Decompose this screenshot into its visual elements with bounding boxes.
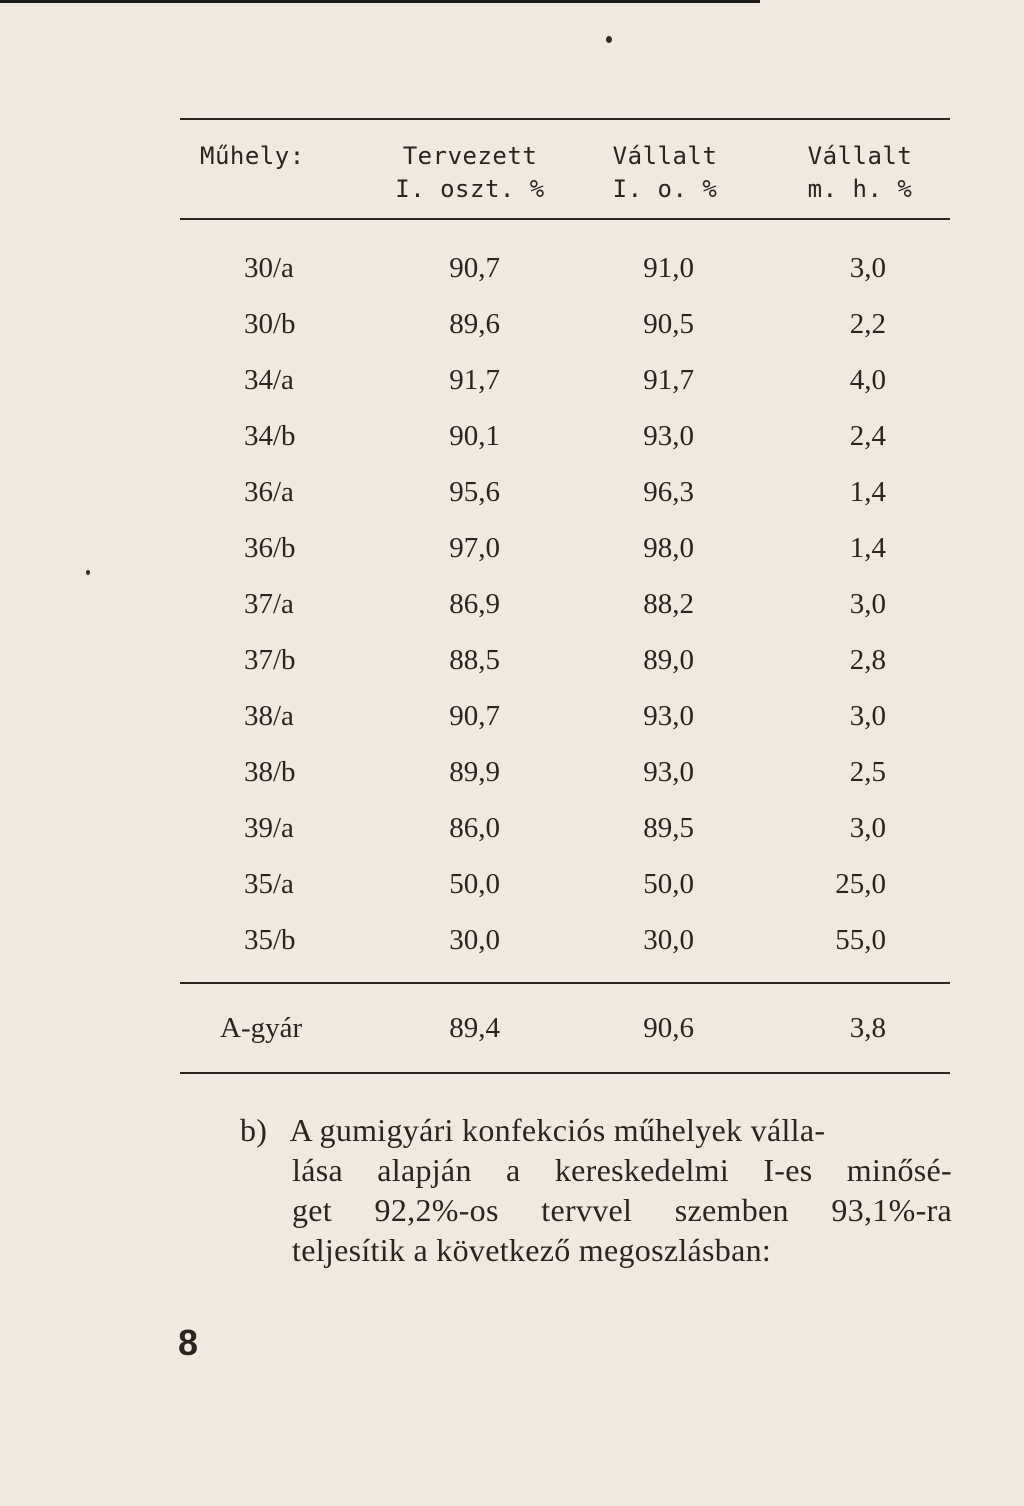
cell-vallalt-mh: 3,0	[849, 252, 886, 284]
table-top-rule	[180, 118, 950, 120]
cell-total-tervezett: 89,4	[449, 1012, 500, 1044]
cell-tervezett: 30,0	[449, 924, 500, 956]
table-row	[0, 856, 1024, 912]
cell-vallalt-mh: 3,0	[849, 588, 886, 620]
cell-vallalt-mh: 2,2	[849, 308, 886, 340]
header-muhely-line1: Műhely:	[200, 142, 305, 170]
cell-tervezett: 86,0	[449, 812, 500, 844]
cell-vallalt-mh: 55,0	[835, 924, 886, 956]
cell-vallalt-mh: 25,0	[835, 868, 886, 900]
cell-tervezett: 50,0	[449, 868, 500, 900]
top-edge-line	[0, 0, 760, 3]
speck	[606, 36, 612, 43]
cell-tervezett: 97,0	[449, 532, 500, 564]
paragraph-line-text: A gumigyári konfekciós műhelyek válla-	[289, 1112, 826, 1148]
header-vallalt-io-line2: I. o. %	[612, 175, 718, 203]
header-tervezett-line2: I. oszt. %	[395, 175, 545, 203]
cell-muhely: 38/b	[244, 756, 296, 788]
cell-vallalt-io: 93,0	[643, 700, 694, 732]
header-vallalt-mh	[780, 140, 940, 206]
cell-muhely: 37/a	[244, 588, 294, 620]
cell-vallalt-io: 93,0	[643, 756, 694, 788]
cell-tervezett: 95,6	[449, 476, 500, 508]
page-number: 8	[178, 1322, 199, 1363]
cell-total-vallalt-mh: 3,8	[849, 1012, 886, 1044]
table-row	[0, 464, 1024, 520]
cell-vallalt-mh: 1,4	[849, 476, 886, 508]
cell-vallalt-mh: 3,0	[849, 700, 886, 732]
cell-vallalt-mh: 2,5	[849, 756, 886, 788]
cell-muhely: 38/a	[244, 700, 294, 732]
header-muhely	[200, 140, 350, 173]
cell-tervezett: 86,9	[449, 588, 500, 620]
paragraph-line-text: get 92,2%-os tervvel szemben 93,1%-ra	[292, 1192, 952, 1228]
header-vallalt-io-line1: Vállalt	[612, 142, 718, 170]
cell-muhely: 34/a	[244, 364, 294, 396]
table-row	[0, 688, 1024, 744]
cell-muhely: 37/b	[244, 644, 296, 676]
cell-tervezett: 88,5	[449, 644, 500, 676]
cell-muhely: 36/a	[244, 476, 294, 508]
cell-vallalt-io: 93,0	[643, 420, 694, 452]
paragraph-label: b)	[240, 1112, 268, 1148]
table-row	[0, 912, 1024, 968]
table-row	[0, 632, 1024, 688]
table-row	[0, 576, 1024, 632]
cell-tervezett: 90,7	[449, 700, 500, 732]
cell-tervezett: 89,9	[449, 756, 500, 788]
paragraph-b	[240, 1110, 952, 1270]
cell-vallalt-mh: 2,8	[849, 644, 886, 676]
cell-muhely: 35/b	[244, 924, 296, 956]
table-row	[0, 352, 1024, 408]
table-row	[0, 800, 1024, 856]
cell-total-vallalt-io: 90,6	[643, 1012, 694, 1044]
cell-muhely: 36/b	[244, 532, 296, 564]
table-row	[0, 240, 1024, 296]
table-total-row	[0, 1000, 1024, 1056]
table-row	[0, 520, 1024, 576]
cell-tervezett: 91,7	[449, 364, 500, 396]
paragraph-line	[240, 1150, 952, 1190]
cell-vallalt-io: 91,7	[643, 364, 694, 396]
cell-vallalt-io: 89,0	[643, 644, 694, 676]
header-vallalt-mh-line1: Vállalt	[807, 142, 913, 170]
paragraph-line	[240, 1110, 952, 1150]
cell-muhely: 39/a	[244, 812, 294, 844]
cell-vallalt-mh: 1,4	[849, 532, 886, 564]
paragraph-line	[240, 1230, 952, 1270]
cell-vallalt-io: 91,0	[643, 252, 694, 284]
total-top-rule	[180, 982, 950, 984]
cell-tervezett: 90,1	[449, 420, 500, 452]
header-tervezett-line1: Tervezett	[402, 142, 538, 170]
cell-vallalt-mh: 4,0	[849, 364, 886, 396]
cell-muhely: 35/a	[244, 868, 294, 900]
header-bottom-rule	[180, 218, 950, 220]
table-bottom-rule	[180, 1072, 950, 1074]
cell-muhely: 30/b	[244, 308, 296, 340]
paragraph-line	[240, 1190, 952, 1230]
header-vallalt-mh-line2: m. h. %	[807, 175, 913, 203]
table-row	[0, 408, 1024, 464]
cell-vallalt-io: 89,5	[643, 812, 694, 844]
header-tervezett	[380, 140, 560, 206]
cell-vallalt-io: 98,0	[643, 532, 694, 564]
paragraph-line-text: teljesítik a következő megoszlásban:	[292, 1232, 772, 1268]
cell-muhely: 34/b	[244, 420, 296, 452]
cell-vallalt-io: 50,0	[643, 868, 694, 900]
table-row	[0, 296, 1024, 352]
table-row	[0, 744, 1024, 800]
cell-vallalt-mh: 2,4	[849, 420, 886, 452]
cell-vallalt-io: 96,3	[643, 476, 694, 508]
paragraph-line-text: lása alapján a kereskedelmi I-es minősé-	[292, 1152, 952, 1188]
cell-vallalt-mh: 3,0	[849, 812, 886, 844]
cell-vallalt-io: 88,2	[643, 588, 694, 620]
cell-tervezett: 89,6	[449, 308, 500, 340]
cell-total-label: A-gyár	[220, 1012, 303, 1044]
cell-muhely: 30/a	[244, 252, 294, 284]
cell-tervezett: 90,7	[449, 252, 500, 284]
cell-vallalt-io: 90,5	[643, 308, 694, 340]
header-vallalt-io	[580, 140, 750, 206]
cell-vallalt-io: 30,0	[643, 924, 694, 956]
